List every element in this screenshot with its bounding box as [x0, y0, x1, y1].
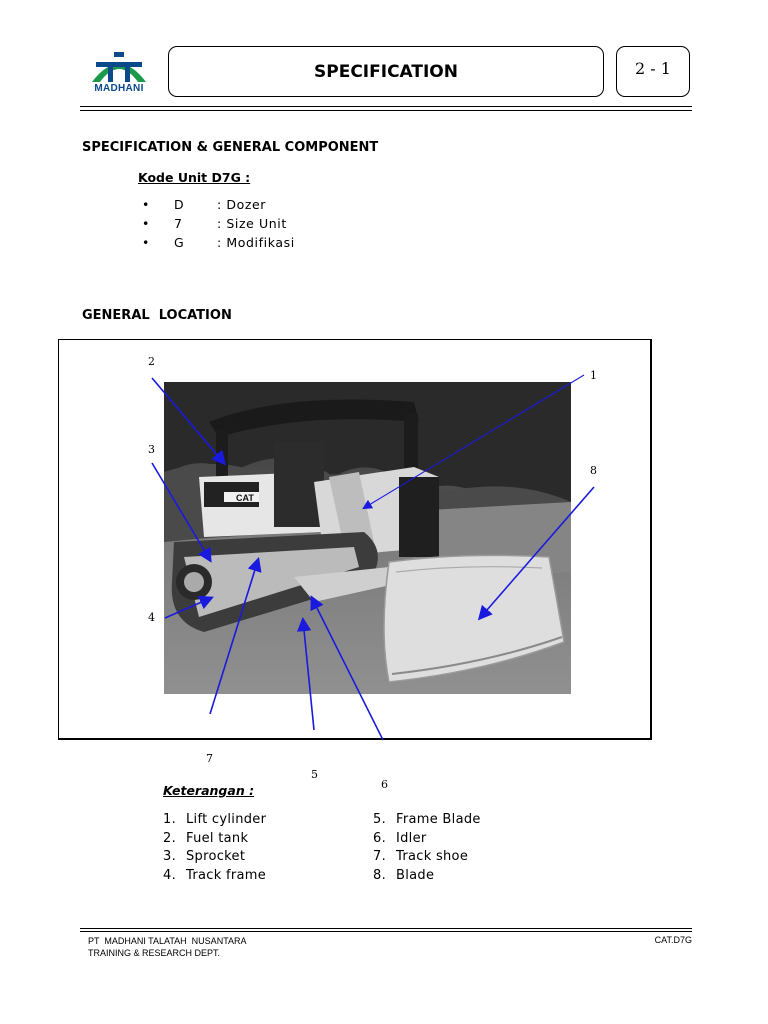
footer-divider-thin: [80, 928, 692, 929]
code-item: [142, 197, 295, 216]
svg-text:CAT: CAT: [236, 493, 254, 503]
code-value: : Size Unit: [217, 216, 287, 231]
callout-number-2: 2: [148, 355, 155, 368]
legend-number: 4.: [163, 867, 177, 883]
legend-item: [163, 849, 266, 868]
legend-left-column: [163, 812, 266, 886]
legend-number: 8.: [373, 867, 387, 883]
code-value: : Modifikasi: [217, 235, 295, 250]
callout-number-7: 7: [206, 752, 213, 765]
legend-item: [373, 868, 481, 887]
code-key: D: [174, 197, 185, 212]
code-item: [142, 235, 295, 254]
legend-item: [373, 849, 481, 868]
callout-number-1: 1: [590, 369, 597, 382]
legend-label: Lift cylinder: [186, 812, 267, 827]
legend-item: [163, 868, 266, 887]
legend-number: 1.: [163, 812, 177, 827]
legend-number: 5.: [373, 812, 387, 827]
legend-number: 2.: [163, 830, 177, 846]
code-key: 7: [174, 216, 183, 231]
bullet-icon: •: [142, 216, 150, 231]
callout-number-5: 5: [311, 768, 318, 781]
bullet-icon: •: [142, 235, 150, 250]
spec-section-title: SPECIFICATION & GENERAL COMPONENT: [82, 140, 379, 155]
logo-text: MADHANI: [94, 83, 144, 94]
footer-company: PT MADHANI TALATAH NUSANTARA: [88, 936, 247, 946]
header-divider-thin: [80, 110, 692, 111]
legend-number: 6.: [373, 830, 387, 846]
legend-right-column: [373, 812, 481, 886]
page-title: SPECIFICATION: [168, 46, 604, 97]
legend-item: [373, 831, 481, 850]
footer-model: CAT.D7G: [654, 935, 692, 945]
footer-dept: TRAINING & RESEARCH DEPT.: [88, 948, 221, 958]
callout-number-6: 6: [381, 778, 388, 791]
legend-item: [373, 812, 481, 831]
header-divider: [80, 106, 692, 107]
legend-label: Frame Blade: [396, 812, 481, 827]
callout-number-8: 8: [590, 464, 597, 477]
legend-label: Track shoe: [396, 849, 469, 864]
legend-label: Sprocket: [186, 849, 246, 864]
page-number: 2 - 1: [616, 46, 690, 97]
legend-label: Track frame: [186, 867, 266, 883]
legend-label: Fuel tank: [186, 830, 249, 846]
legend-item: [163, 831, 266, 850]
legend-number: 3.: [163, 849, 177, 864]
company-logo: [88, 50, 150, 98]
kode-unit-label: Kode Unit D7G :: [138, 170, 251, 185]
dozer-photo: [164, 382, 571, 694]
footer-divider: [80, 931, 692, 932]
code-list: [142, 197, 295, 254]
callout-number-4: 4: [148, 611, 155, 624]
legend-title: Keterangan :: [163, 783, 255, 798]
legend-label: Blade: [396, 867, 435, 883]
legend-number: 7.: [373, 849, 387, 864]
code-value: : Dozer: [217, 197, 267, 212]
footer-company-block: [88, 935, 247, 959]
legend-item: [163, 812, 266, 831]
bullet-icon: •: [142, 197, 150, 212]
code-key: G: [174, 235, 185, 250]
location-section-title: GENERAL LOCATION: [82, 308, 232, 323]
madhani-logo-icon: [88, 50, 150, 84]
code-item: [142, 216, 295, 235]
legend-label: Idler: [396, 830, 427, 846]
callout-number-3: 3: [148, 443, 155, 456]
